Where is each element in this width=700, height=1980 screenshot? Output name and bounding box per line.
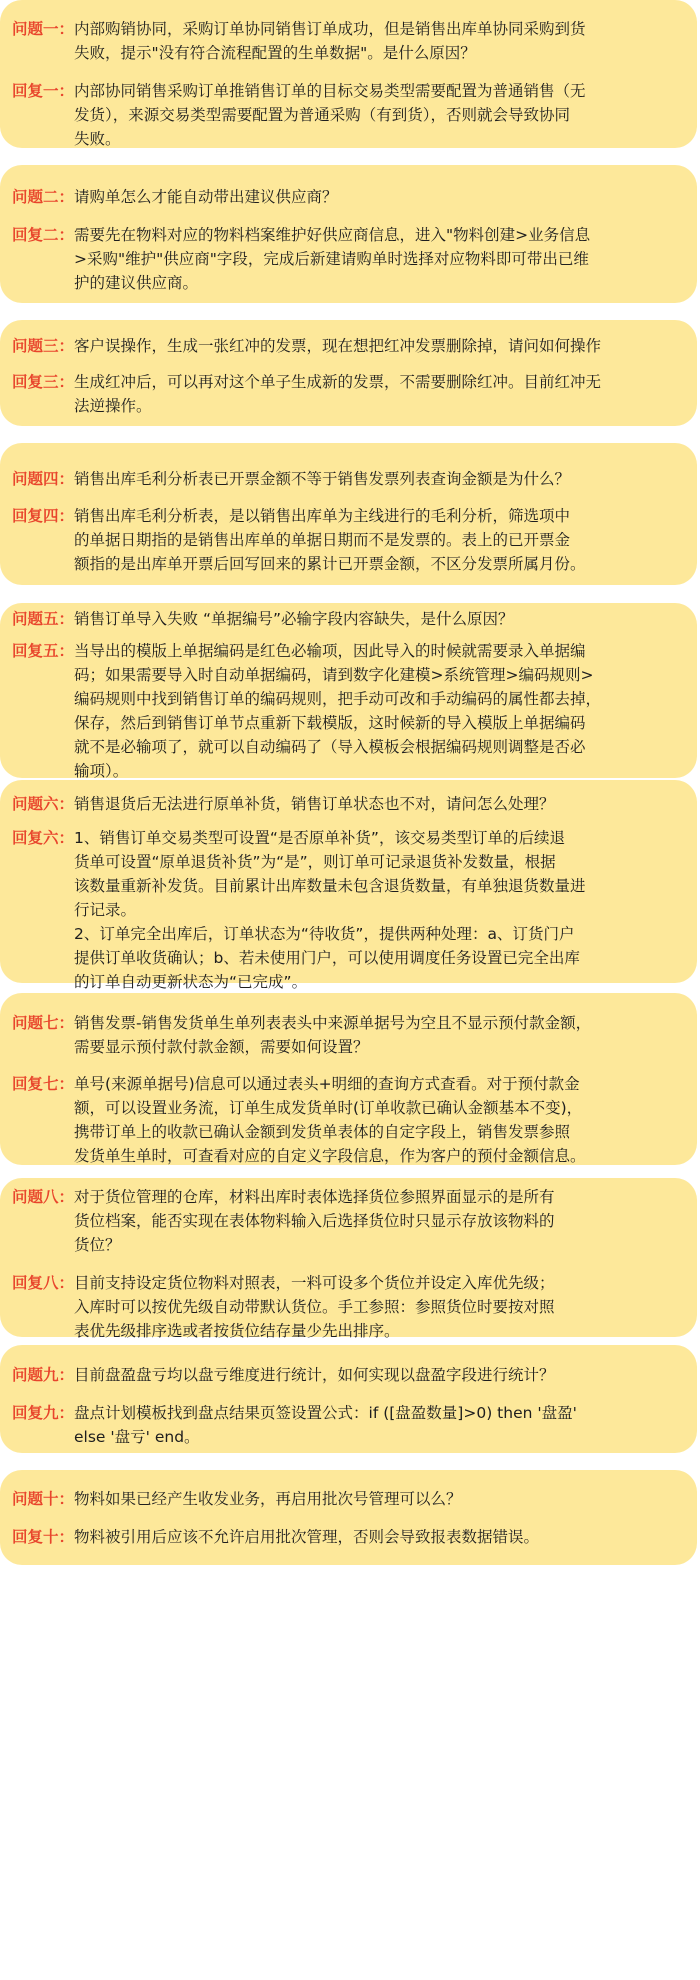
question-5 [12, 603, 675, 631]
answer-2 [12, 209, 675, 295]
answer-text [74, 1525, 675, 1549]
text-line: 目前支持设定货位物料对照表，一料可设多个货位并设定入库优先级； [74, 1274, 555, 1292]
qa-card-7 [0, 993, 697, 1165]
text-line: 发货），来源交易类型需要配置为普通采购（有到货），否则就会导致协同 [74, 106, 571, 124]
text-line: 目前盘盈盘亏均以盘亏维度进行统计，如何实现以盘盈字段进行统计？ [74, 1366, 555, 1384]
answer-1 [12, 65, 675, 151]
text-line: 物料如果已经产生收发业务，再启用批次号管理可以么？ [74, 1490, 462, 1508]
answer-text [74, 223, 675, 295]
answer-3 [12, 358, 675, 418]
text-line: 需要显示预付款付款金额，需要如何设置？ [74, 1038, 369, 1056]
question-label: 问题三： [12, 337, 75, 355]
question-4 [12, 443, 675, 491]
text-line: 当导出的模版上单据编码是红色必输项，因此导入的时候就需要录入单据编 [74, 642, 586, 660]
text-line: 物料被引用后应该不允许启用批次管理，否则会导致报表数据错误。 [74, 1528, 540, 1546]
text-line: 销售出库毛利分析表已开票金额不等于销售发票列表查询金额是为什么？ [74, 470, 571, 488]
text-line: 货位？ [74, 1236, 121, 1254]
qa-card-4 [0, 443, 697, 585]
answer-label: 回复二： [12, 226, 75, 244]
question-text [74, 467, 675, 491]
text-line: 额，可以设置业务流，订单生成发货单时(订单收款已确认金额基本不变)， [74, 1099, 583, 1117]
text-line: 入库时可以按优先级自动带默认货位。手工参照：参照货位时要按对照 [74, 1298, 555, 1316]
text-line: 失败，提示"没有符合流程配置的生单数据"。是什么原因？ [74, 44, 476, 62]
text-line: 保存，然后到销售订单节点重新下载模版，这时候新的导入模版上单据编码 [74, 714, 586, 732]
question-text [74, 1011, 675, 1059]
text-line: 行记录。 [74, 901, 137, 919]
text-line: 护的建议供应商。 [74, 274, 199, 292]
text-line: 输项）。 [74, 762, 129, 780]
text-line: 单号(来源单据号)信息可以通过表头+明细的查询方式查看。对于预付款金 [74, 1075, 580, 1093]
answer-text [74, 1401, 675, 1449]
question-label: 问题二： [12, 188, 75, 206]
qa-card-8 [0, 1178, 697, 1340]
answer-label: 回复九： [12, 1404, 75, 1422]
question-6 [12, 780, 675, 816]
answer-10 [12, 1511, 675, 1549]
question-text [74, 607, 675, 631]
answer-text [74, 504, 675, 576]
answer-label: 回复一： [12, 82, 75, 100]
question-text [74, 334, 675, 358]
question-8 [12, 1178, 675, 1257]
text-line: 盘点计划模板找到盘点结果页签设置公式：if ([盘盈数量]>0) then '盘盈' [74, 1404, 577, 1422]
answer-text [74, 826, 675, 994]
question-text [74, 1487, 675, 1511]
qa-card-3 [0, 320, 697, 426]
question-label: 问题十： [12, 1490, 75, 1508]
question-3 [12, 320, 675, 358]
text-line: 法逆操作。 [74, 397, 152, 415]
answer-label: 回复五： [12, 642, 75, 660]
qa-card-9 [0, 1345, 697, 1453]
question-label: 问题五： [12, 610, 75, 628]
answer-label: 回复四： [12, 507, 75, 525]
answer-text [74, 639, 675, 783]
answer-5 [12, 631, 675, 783]
answer-text [74, 79, 675, 151]
answer-7 [12, 1059, 675, 1168]
answer-text [74, 370, 675, 418]
text-line: 客户误操作，生成一张红冲的发票，现在想把红冲发票删除掉，请问如何操作 [74, 337, 602, 355]
text-line: 的订单自动更新状态为“已完成”。 [74, 973, 308, 991]
question-label: 问题六： [12, 795, 75, 813]
answer-4 [12, 491, 675, 576]
text-line: 失败。 [74, 130, 121, 148]
text-line: 1、销售订单交易类型可设置“是否原单补货”，该交易类型订单的后续退 [74, 829, 565, 847]
text-line: 货位档案，能否实现在表体物料输入后选择货位时只显示存放该物料的 [74, 1212, 555, 1230]
question-text [74, 792, 675, 816]
text-line: 2、订单完全出库后，订单状态为“待收货”，提供两种处理：a、订货门户 [74, 925, 575, 943]
text-line: 销售订单导入失败 “单据编号”必输字段内容缺失，是什么原因？ [74, 610, 514, 628]
text-line: 该数量重新补发货。目前累计出库数量未包含退货数量，有单独退货数量进 [74, 877, 586, 895]
text-line: 内部购销协同，采购订单协同销售订单成功，但是销售出库单协同采购到货 [74, 20, 586, 38]
text-line: 销售发票-销售发货单生单列表表头中来源单据号为空且不显示预付款金额， [74, 1014, 592, 1032]
text-line: 货单可设置“原单退货补货”为“是”，则订单可记录退货补发数量，根据 [74, 853, 556, 871]
question-7 [12, 993, 675, 1059]
question-label: 问题一： [12, 20, 75, 38]
question-10 [12, 1470, 675, 1511]
text-line: 提供订单收货确认；b、若未使用门户，可以使用调度任务设置已完全出库 [74, 949, 580, 967]
answer-label: 回复三： [12, 373, 75, 391]
question-text [74, 17, 675, 65]
text-line: 表优先级排序选或者按货位结存量少先出排序。 [74, 1322, 400, 1340]
answer-label: 回复八： [12, 1274, 75, 1292]
question-text [74, 1363, 675, 1387]
question-label: 问题八： [12, 1188, 75, 1206]
text-line: 销售退货后无法进行原单补货，销售订单状态也不对，请问怎么处理？ [74, 795, 555, 813]
text-line: 需要先在物料对应的物料档案维护好供应商信息，进入"物料创建>业务信息 [74, 226, 591, 244]
question-text [74, 185, 675, 209]
text-line: 携带订单上的收款已确认金额到发货单表体的自定字段上，销售发票参照 [74, 1123, 571, 1141]
text-line: 对于货位管理的仓库，材料出库时表体选择货位参照界面显示的是所有 [74, 1188, 555, 1206]
question-2 [12, 165, 675, 209]
text-line: 编码规则中找到销售订单的编码规则，把手动可改和手动编码的属性都去掉， [74, 690, 602, 708]
text-line: 额指的是出库单开票后回写回来的累计已开票金额，不区分发票所属月份。 [74, 555, 586, 573]
qa-card-10 [0, 1470, 697, 1565]
text-line: 的单据日期指的是销售出库单的单据日期而不是发票的。表上的已开票金 [74, 531, 571, 549]
text-line: >采购"维护"供应商"字段，完成后新建请购单时选择对应物料即可带出已维 [74, 250, 589, 268]
text-line: 发货单生单时，可查看对应的自定义字段信息，作为客户的预付金额信息。 [74, 1147, 586, 1165]
question-label: 问题九： [12, 1366, 75, 1384]
answer-label: 回复七： [12, 1075, 75, 1093]
answer-6 [12, 816, 675, 994]
text-line: 请购单怎么才能自动带出建议供应商？ [74, 188, 338, 206]
answer-8 [12, 1257, 675, 1343]
question-text [74, 1185, 675, 1257]
text-line: 码；如果需要导入时自动单据编码，请到数字化建模>系统管理>编码规则> [74, 666, 594, 684]
text-line: 生成红冲后，可以再对这个单子生成新的发票，不需要删除红冲。目前红冲无 [74, 373, 602, 391]
qa-card-6 [0, 780, 697, 991]
question-9 [12, 1345, 675, 1387]
question-label: 问题四： [12, 470, 75, 488]
answer-9 [12, 1387, 675, 1449]
answer-text [74, 1271, 675, 1343]
text-line: 内部协同销售采购订单推销售订单的目标交易类型需要配置为普通销售（无 [74, 82, 586, 100]
question-label: 问题七： [12, 1014, 75, 1032]
qa-card-1 [0, 0, 697, 148]
qa-card-2 [0, 165, 697, 303]
text-line: else '盘亏' end。 [74, 1428, 200, 1446]
answer-label: 回复六： [12, 829, 75, 847]
text-line: 销售出库毛利分析表，是以销售出库单为主线进行的毛利分析，筛选项中 [74, 507, 571, 525]
answer-text [74, 1072, 675, 1168]
question-1 [12, 0, 675, 65]
answer-label: 回复十： [12, 1528, 75, 1546]
text-line: 就不是必输项了，就可以自动编码了（导入模板会根据编码规则调整是否必 [74, 738, 586, 756]
qa-card-5 [0, 603, 697, 778]
